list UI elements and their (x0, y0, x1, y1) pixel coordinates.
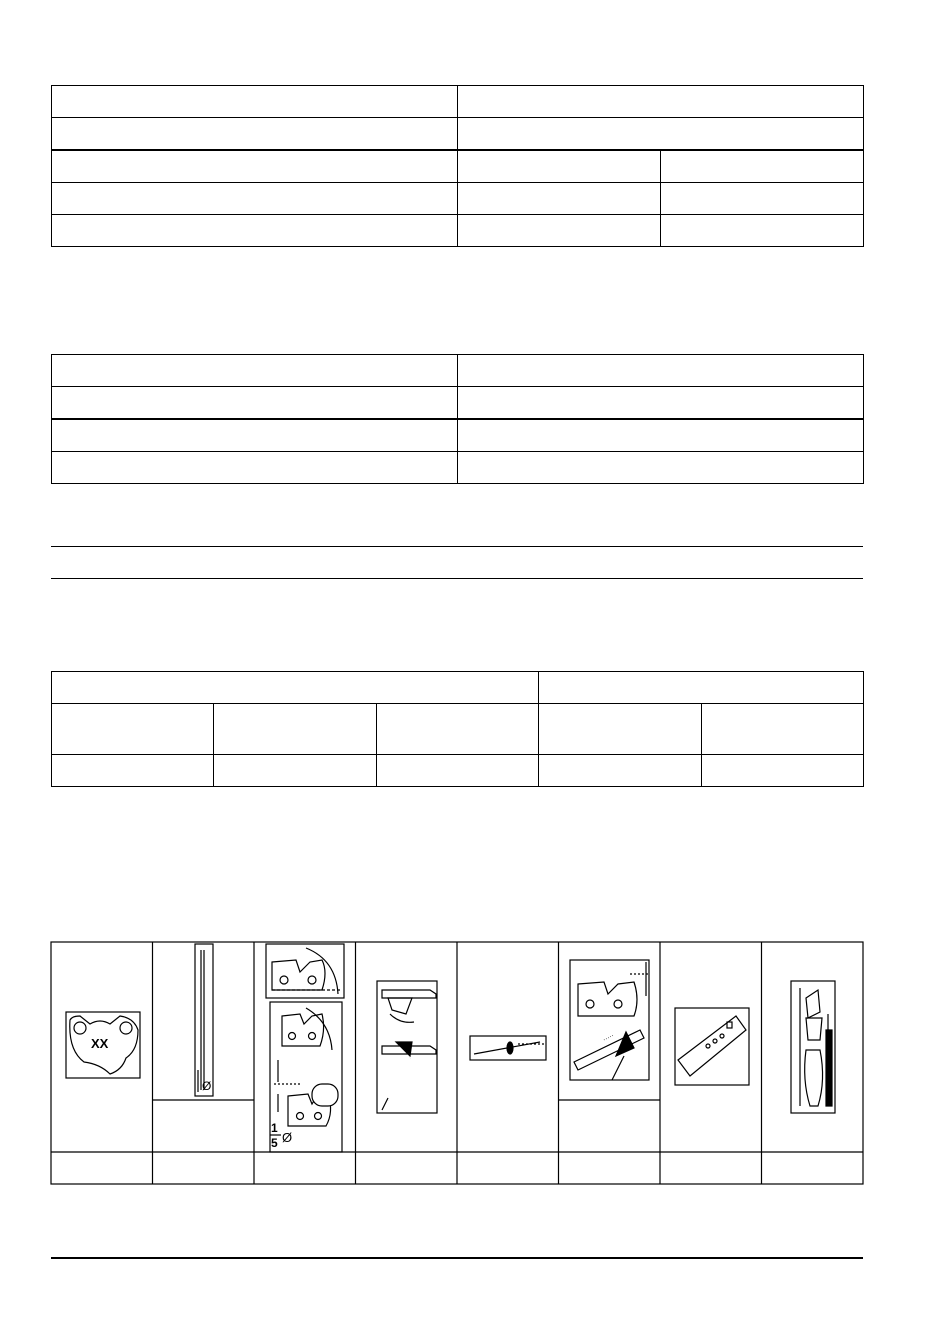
round-file-icon (195, 944, 213, 1096)
gauge-marking: ····· (601, 1032, 616, 1044)
tools-grid (51, 942, 863, 1184)
cutter-mark-text: XX (91, 1036, 109, 1051)
fraction-denominator: 5 (271, 1136, 278, 1150)
depth-gauge-tool-icon (570, 960, 649, 1080)
file-kit-icon (791, 981, 835, 1113)
file-diameter-symbol: Ø (202, 1079, 212, 1093)
page-footer-rule (51, 1257, 863, 1259)
filing-angle-icon (266, 944, 344, 998)
filing-depth-icon (270, 1002, 342, 1152)
file-guide-icon (377, 981, 437, 1113)
fraction-diameter-symbol: Ø (282, 1130, 293, 1145)
gauge-plate-icon (675, 1008, 749, 1085)
file-holder-icon (470, 1036, 546, 1060)
cutter-marking-icon (66, 1012, 140, 1078)
fraction-numerator: 1 (271, 1121, 278, 1135)
depth-fraction (270, 1121, 292, 1150)
